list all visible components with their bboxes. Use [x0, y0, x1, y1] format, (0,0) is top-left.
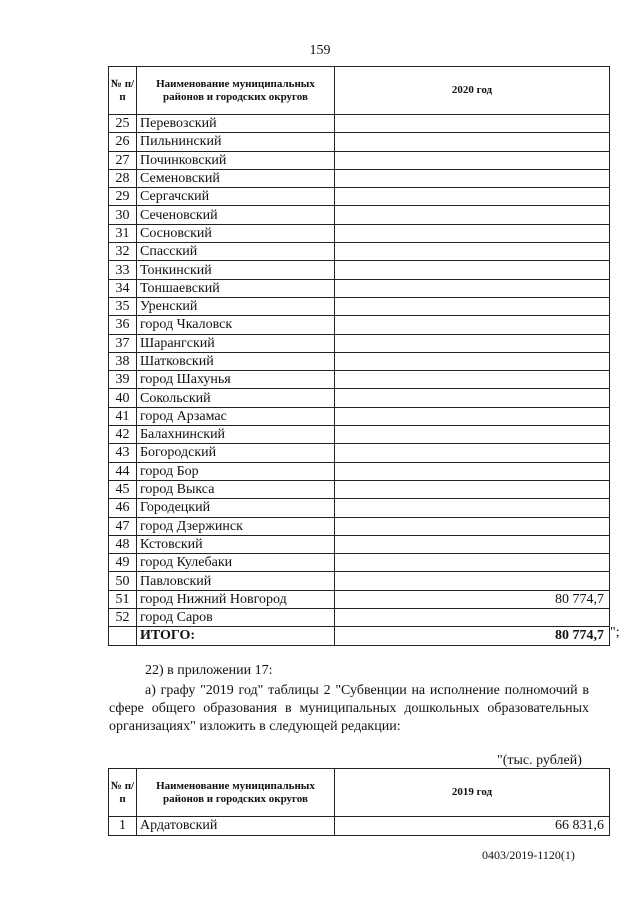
header-name: Наименование муниципальных районов и городских округов [137, 769, 335, 817]
row-value [335, 133, 610, 151]
row-value [335, 499, 610, 517]
table-subventions-2019 [108, 768, 610, 836]
row-name: город Чкаловск [137, 316, 335, 334]
row-name: Починковский [137, 151, 335, 169]
row-number: 37 [109, 334, 137, 352]
row-number: 30 [109, 206, 137, 224]
row-number: 51 [109, 590, 137, 608]
row-name: город Арзамас [137, 407, 335, 425]
row-name: город Саров [137, 609, 335, 627]
row-number: 42 [109, 426, 137, 444]
table-row [109, 554, 610, 572]
row-number: 33 [109, 261, 137, 279]
instruction-paragraph [109, 682, 589, 736]
row-value [335, 151, 610, 169]
row-number: 32 [109, 243, 137, 261]
row-number: 46 [109, 499, 137, 517]
row-value [335, 115, 610, 133]
row-number: 44 [109, 462, 137, 480]
row-number: 39 [109, 371, 137, 389]
row-name: город Бор [137, 462, 335, 480]
row-name: Балахнинский [137, 426, 335, 444]
table-row [109, 169, 610, 187]
row-number: 50 [109, 572, 137, 590]
units-label: "(тыс. рублей) [497, 753, 582, 768]
row-number: 25 [109, 115, 137, 133]
row-value [335, 371, 610, 389]
table-row [109, 243, 610, 261]
header-num: № п/п [109, 769, 137, 817]
row-name: Сокольский [137, 389, 335, 407]
row-number: 35 [109, 297, 137, 315]
row-number: 41 [109, 407, 137, 425]
row-value [335, 334, 610, 352]
row-value [335, 261, 610, 279]
row-number: 52 [109, 609, 137, 627]
table-row [109, 206, 610, 224]
row-name: город Шахунья [137, 371, 335, 389]
row-value [335, 243, 610, 261]
table-row [109, 115, 610, 133]
table-row [109, 371, 610, 389]
row-value [335, 535, 610, 553]
table-row [109, 188, 610, 206]
row-name: Ардатовский [137, 817, 335, 836]
row-number: 43 [109, 444, 137, 462]
table-row [109, 572, 610, 590]
list-item-22: 22) в приложении 17: [145, 663, 273, 678]
row-number: 27 [109, 151, 137, 169]
table-row [109, 426, 610, 444]
row-value [335, 206, 610, 224]
row-value [335, 572, 610, 590]
header-num: № п/п [109, 67, 137, 115]
row-name: город Кулебаки [137, 554, 335, 572]
header-name: Наименование муниципальных районов и городских округов [137, 67, 335, 115]
row-name: Сергачский [137, 188, 335, 206]
row-value [335, 224, 610, 242]
header-year: 2020 год [335, 67, 610, 115]
row-value [335, 279, 610, 297]
row-number: 38 [109, 352, 137, 370]
table-row [109, 609, 610, 627]
table-total-row [109, 627, 610, 645]
row-number: 29 [109, 188, 137, 206]
row-number: 34 [109, 279, 137, 297]
table-row [109, 517, 610, 535]
row-name: Сеченовский [137, 206, 335, 224]
table-row [109, 590, 610, 608]
row-value [335, 480, 610, 498]
row-value [335, 554, 610, 572]
row-number: 1 [109, 817, 137, 836]
table-row [109, 407, 610, 425]
table-subventions-2020 [108, 66, 610, 646]
row-name: Сосновский [137, 224, 335, 242]
row-name: Пильнинский [137, 133, 335, 151]
table-row [109, 261, 610, 279]
instruction-text: а) графу "2019 год" таблицы 2 "Субвенции на исполнение полномочий в сфере общего образования в муниципальных дошкольных образовательных организациях" изложить в следующей редакции: [109, 683, 589, 734]
row-name: город Дзержинск [137, 517, 335, 535]
row-name: город Нижний Новгород [137, 590, 335, 608]
row-value [335, 426, 610, 444]
row-number: 26 [109, 133, 137, 151]
row-value [335, 462, 610, 480]
table-row [109, 316, 610, 334]
row-value [335, 188, 610, 206]
header-year: 2019 год [335, 769, 610, 817]
row-value: 66 831,6 [335, 817, 610, 836]
row-value [335, 297, 610, 315]
table-row [109, 224, 610, 242]
row-name: Кстовский [137, 535, 335, 553]
row-value: 80 774,7 [335, 590, 610, 608]
row-number: 28 [109, 169, 137, 187]
table-row [109, 133, 610, 151]
row-name: Павловский [137, 572, 335, 590]
table-row [109, 389, 610, 407]
table-header-row [109, 67, 610, 115]
row-number: 40 [109, 389, 137, 407]
row-value [335, 517, 610, 535]
row-number: 47 [109, 517, 137, 535]
table-row [109, 334, 610, 352]
row-name: Семеновский [137, 169, 335, 187]
table-header-row [109, 769, 610, 817]
row-name: Тоншаевский [137, 279, 335, 297]
table-row [109, 444, 610, 462]
row-name: Городецкий [137, 499, 335, 517]
row-value [335, 407, 610, 425]
document-code: 0403/2019-1120(1) [482, 848, 575, 862]
row-value [335, 444, 610, 462]
table-row [109, 279, 610, 297]
row-number: 36 [109, 316, 137, 334]
total-num-cell [109, 627, 137, 645]
row-value [335, 316, 610, 334]
row-name: Тонкинский [137, 261, 335, 279]
page-number: 159 [309, 43, 331, 58]
row-name: Шатковский [137, 352, 335, 370]
table-row [109, 499, 610, 517]
table-row [109, 297, 610, 315]
row-name: Шарангский [137, 334, 335, 352]
row-number: 31 [109, 224, 137, 242]
row-name: Уренский [137, 297, 335, 315]
row-value [335, 169, 610, 187]
table-row [109, 817, 610, 836]
row-name: Перевозский [137, 115, 335, 133]
row-name: город Выкса [137, 480, 335, 498]
total-label: ИТОГО: [137, 627, 335, 645]
row-number: 49 [109, 554, 137, 572]
row-value [335, 609, 610, 627]
table-row [109, 352, 610, 370]
row-value [335, 352, 610, 370]
row-name: Богородский [137, 444, 335, 462]
closing-quote: "; [610, 625, 620, 640]
table-row [109, 151, 610, 169]
table-row [109, 462, 610, 480]
table-row [109, 535, 610, 553]
table-row [109, 480, 610, 498]
row-name: Спасский [137, 243, 335, 261]
row-value [335, 389, 610, 407]
row-number: 45 [109, 480, 137, 498]
row-number: 48 [109, 535, 137, 553]
total-value: 80 774,7 [335, 627, 610, 645]
